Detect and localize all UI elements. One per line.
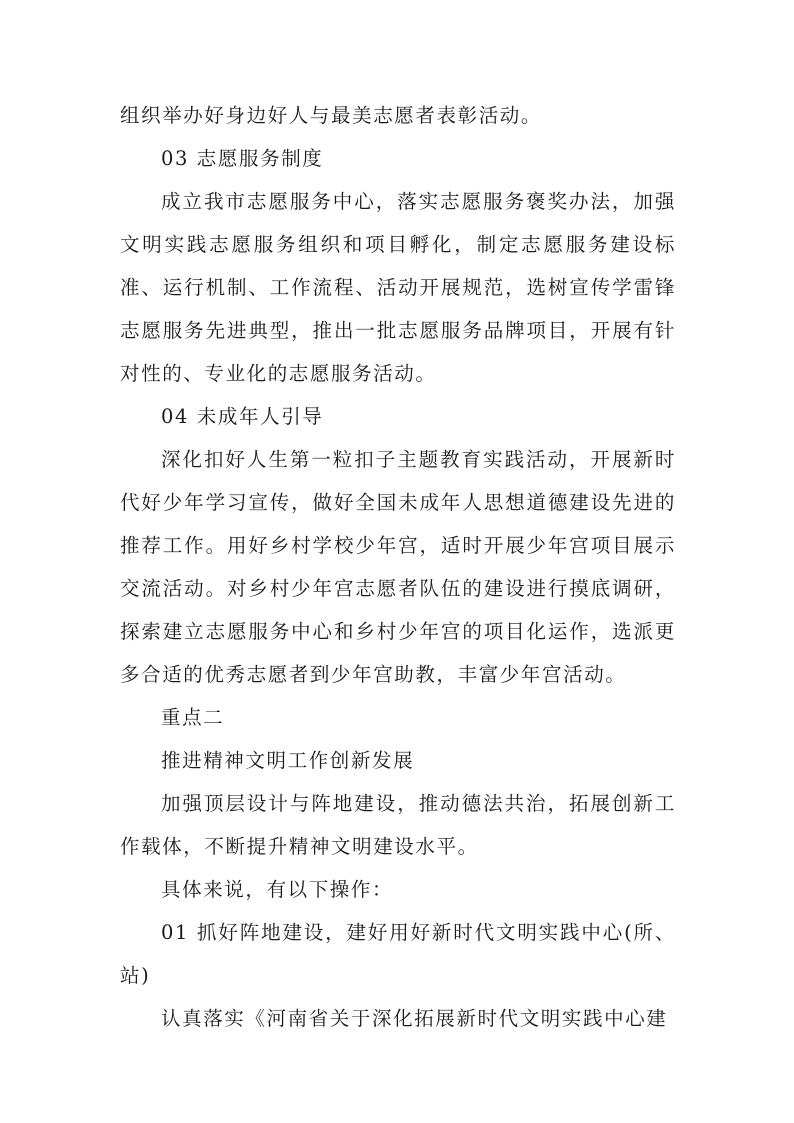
heading-innovation: 推进精神文明工作创新发展 xyxy=(161,749,415,772)
paragraph-henan-policy: 认真落实《河南省关于深化拓展新时代文明实践中心建 xyxy=(161,1007,668,1030)
paragraph-awards: 组织举办好身边好人与最美志愿者表彰活动。 xyxy=(120,104,543,127)
paragraph-volunteer-system: 成立我市志愿服务中心，落实志愿服务褒奖办法，加强文明实践志愿服务组织和项目孵化，制定志愿服务建设标准、运行机制、工作流程、活动开展规范，选树宣传学雷锋志愿服务先进典型，推出一批志愿服务品牌项目，开展有针对性的、专业化的志愿服务活动。 xyxy=(120,190,676,385)
heading-position-building: 01 抓好阵地建设，建好用好新时代文明实践中心(所、站) xyxy=(120,921,676,987)
paragraph-minor-guidance: 深化扣好人生第一粒扣子主题教育实践活动，开展新时代好少年学习宣传，做好全国未成年人思想道德建设先进的推荐工作。用好乡村学校少年宫，适时开展少年宫项目展示交流活动。对乡村少年宫志愿者队伍的建设进行摸底调研，探索建立志愿服务中心和乡村少年宫的项目化运作，选派更多合适的优秀志愿者到少年宫助教，丰富少年宫活动。 xyxy=(120,448,676,686)
heading-volunteer-system: 03 志愿服务制度 xyxy=(161,147,324,170)
heading-minor-guidance: 04 未成年人引导 xyxy=(161,405,324,428)
heading-key-point-two: 重点二 xyxy=(161,706,225,729)
paragraph-innovation: 加强顶层设计与阵地建设，推动德法共治，拓展创新工作载体，不断提升精神文明建设水平。 xyxy=(120,792,676,858)
paragraph-operations-intro: 具体来说，有以下操作： xyxy=(161,878,394,901)
document-page xyxy=(120,94,676,1040)
